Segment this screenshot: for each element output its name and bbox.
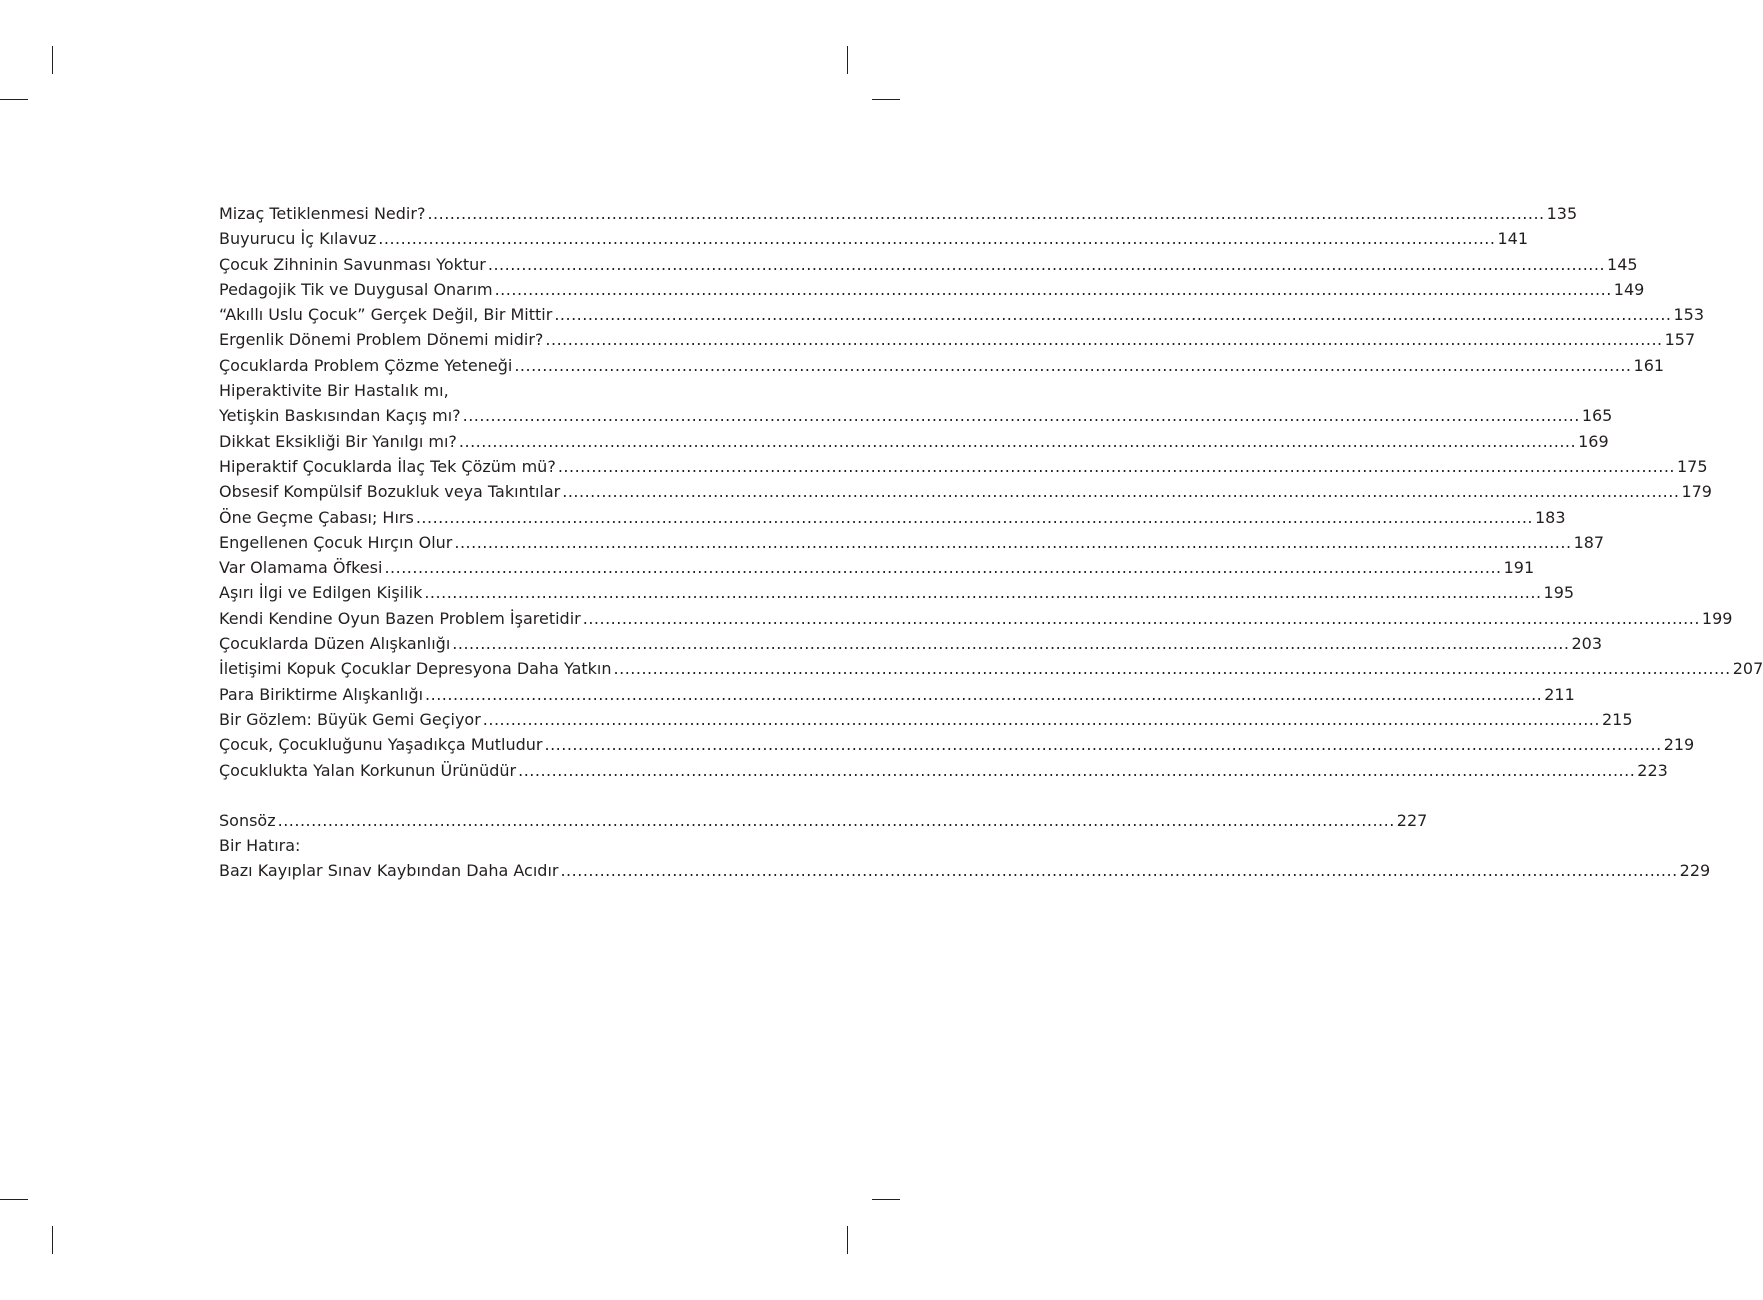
toc-dot-leader: ........................................................................................................................................................................................................ xyxy=(452,634,1570,654)
toc-dot-leader: ........................................................................................................................................................................................................ xyxy=(560,861,1678,881)
toc-entry xyxy=(219,758,1668,783)
toc-entry-page-number: 207 xyxy=(1732,659,1763,679)
toc-dot-leader: ........................................................................................................................................................................................................ xyxy=(544,735,1662,755)
toc-dot-leader: ........................................................................................................................................................................................................ xyxy=(482,709,1600,729)
toc-entry-page-number: 229 xyxy=(1679,861,1711,881)
toc-spacer xyxy=(219,783,679,808)
toc-dot-leader: ........................................................................................................................................................................................................ xyxy=(487,254,1606,274)
toc-entry xyxy=(219,454,1708,479)
toc-dot-leader: ........................................................................................................................................................................................................ xyxy=(384,558,1502,578)
toc-entry xyxy=(219,226,1528,251)
toc-entry-page-number: 183 xyxy=(1535,507,1566,527)
toc-entry-title: Buyurucu İç Kılavuz xyxy=(219,229,377,249)
crop-mark-bottom-left-horizontal xyxy=(0,1199,28,1200)
toc-entry-title: Öne Geçme Çabası; Hırs xyxy=(219,507,414,527)
toc-entry xyxy=(219,808,1428,833)
toc-entry xyxy=(219,505,1566,530)
toc-entry xyxy=(219,252,1638,277)
toc-entry-page-number: 199 xyxy=(1701,608,1733,628)
toc-entry xyxy=(219,403,1613,428)
table-of-contents xyxy=(219,201,1763,884)
toc-entry xyxy=(219,555,1535,580)
toc-dot-leader: ........................................................................................................................................................................................................ xyxy=(557,456,1675,476)
toc-entry-title: Para Biriktirme Alışkanlığı xyxy=(219,684,424,704)
toc-dot-leader: ........................................................................................................................................................................................................ xyxy=(562,482,1680,502)
toc-entry-page-number: 153 xyxy=(1673,305,1705,325)
toc-entry xyxy=(219,732,1695,757)
toc-dot-leader: ........................................................................................................................................................................................................ xyxy=(415,507,1533,527)
toc-entry xyxy=(219,353,1665,378)
toc-dot-leader: ........................................................................................................................................................................................................ xyxy=(613,659,1731,679)
crop-mark-top-right-vertical xyxy=(847,46,848,74)
toc-dot-leader: ........................................................................................................................................................................................................ xyxy=(518,760,1636,780)
toc-entry xyxy=(219,656,1763,681)
toc-entry xyxy=(219,378,679,403)
toc-entry-page-number: 187 xyxy=(1573,532,1605,552)
toc-entry-title: Ergenlik Dönemi Problem Dönemi midir? xyxy=(219,330,544,350)
toc-entry-page-number: 211 xyxy=(1544,684,1575,704)
toc-entry-title: Pedagojik Tik ve Duygusal Onarım xyxy=(219,279,493,299)
toc-entry-page-number: 175 xyxy=(1677,456,1708,476)
toc-entry xyxy=(219,277,1645,302)
toc-entry xyxy=(219,682,1575,707)
toc-entry-page-number: 219 xyxy=(1663,735,1695,755)
toc-dot-leader: ........................................................................................................................................................................................................ xyxy=(378,229,1496,249)
toc-dot-leader: ........................................................................................................................................................................................................ xyxy=(454,532,1572,552)
toc-entry-title: Hiperaktif Çocuklarda İlaç Tek Çözüm mü? xyxy=(219,456,556,476)
toc-entry-page-number: 157 xyxy=(1664,330,1696,350)
toc-entry xyxy=(219,833,679,858)
toc-entry-title: Bazı Kayıplar Sınav Kaybından Daha Acıdır xyxy=(219,861,559,881)
toc-entry xyxy=(219,479,1712,504)
toc-entry xyxy=(219,707,1633,732)
toc-entry xyxy=(219,580,1575,605)
toc-entry-title: Obsesif Kompülsif Bozukluk veya Takıntılar xyxy=(219,482,561,502)
toc-entry-title: Çocuklarda Problem Çözme Yeteneği xyxy=(219,355,513,375)
toc-entry-page-number: 179 xyxy=(1681,482,1712,502)
toc-entry-title: Mizaç Tetiklenmesi Nedir? xyxy=(219,204,426,223)
toc-dot-leader: ........................................................................................................................................................................................................ xyxy=(424,583,1542,603)
crop-mark-top-left-horizontal xyxy=(0,99,28,100)
toc-group-chapters xyxy=(219,201,1763,783)
toc-entry-title: Çocuk, Çocukluğunu Yaşadıkça Mutludur xyxy=(219,735,543,755)
toc-entry-title: “Akıllı Uslu Çocuk” Gerçek Değil, Bir Mittir xyxy=(219,305,553,325)
toc-entry-page-number: 191 xyxy=(1503,558,1535,578)
toc-entry xyxy=(219,327,1696,352)
toc-entry xyxy=(219,302,1705,327)
toc-group-backmatter xyxy=(219,808,1711,884)
toc-entry-title: Var Olamama Öfkesi xyxy=(219,558,383,578)
toc-dot-leader: ........................................................................................................................................................................................................ xyxy=(494,279,1612,299)
toc-entry-title: Çocuk Zihninin Savunması Yoktur xyxy=(219,254,486,274)
toc-entry-page-number: 195 xyxy=(1543,583,1575,603)
toc-entry-page-number: 223 xyxy=(1637,760,1668,780)
toc-dot-leader: ........................................................................................................................................................................................................ xyxy=(545,330,1663,350)
toc-entry-page-number: 215 xyxy=(1601,709,1633,729)
toc-dot-leader: ........................................................................................................................................................................................................ xyxy=(427,204,1545,223)
crop-mark-bottom-right-vertical xyxy=(847,1226,848,1254)
toc-entry-page-number: 135 xyxy=(1546,204,1578,223)
toc-entry-page-number: 227 xyxy=(1396,810,1428,830)
toc-entry xyxy=(219,201,1578,226)
toc-entry-page-number: 165 xyxy=(1581,406,1613,426)
toc-entry-title: Dikkat Eksikliği Bir Yanılgı mı? xyxy=(219,431,457,451)
toc-entry-title: Kendi Kendine Oyun Bazen Problem İşaretidir xyxy=(219,608,581,628)
crop-mark-bottom-right-horizontal xyxy=(872,1199,900,1200)
toc-entry-title: Çocuklukta Yalan Korkunun Ürünüdür xyxy=(219,760,517,780)
toc-entry xyxy=(219,606,1733,631)
crop-mark-bottom-left-vertical xyxy=(52,1226,53,1254)
toc-entry-title: İletişimi Kopuk Çocuklar Depresyona Daha Yatkın xyxy=(219,659,612,679)
toc-dot-leader: ........................................................................................................................................................................................................ xyxy=(277,810,1395,830)
toc-entry-title: Sonsöz xyxy=(219,810,276,830)
toc-entry-title: Bir Hatıra: xyxy=(219,836,301,856)
toc-entry xyxy=(219,530,1605,555)
toc-entry-page-number: 203 xyxy=(1571,634,1603,654)
toc-dot-leader: ........................................................................................................................................................................................................ xyxy=(514,355,1632,375)
toc-dot-leader: ........................................................................................................................................................................................................ xyxy=(462,406,1580,426)
toc-dot-leader: ........................................................................................................................................................................................................ xyxy=(458,431,1577,451)
toc-entry-page-number: 145 xyxy=(1607,254,1638,274)
toc-dot-leader: ........................................................................................................................................................................................................ xyxy=(425,684,1543,704)
crop-mark-top-left-vertical xyxy=(52,46,53,74)
toc-entry-page-number: 141 xyxy=(1497,229,1528,249)
toc-entry xyxy=(219,858,1711,883)
toc-entry-page-number: 169 xyxy=(1578,431,1609,451)
toc-dot-leader: ........................................................................................................................................................................................................ xyxy=(554,305,1672,325)
toc-entry-title: Aşırı İlgi ve Edilgen Kişilik xyxy=(219,583,423,603)
toc-dot-leader: ........................................................................................................................................................................................................ xyxy=(582,608,1700,628)
toc-entry xyxy=(219,429,1609,454)
toc-entry-title: Çocuklarda Düzen Alışkanlığı xyxy=(219,634,451,654)
toc-entry-page-number: 149 xyxy=(1613,279,1645,299)
toc-entry-title: Yetişkin Baskısından Kaçış mı? xyxy=(219,406,461,426)
toc-entry-title: Engellenen Çocuk Hırçın Olur xyxy=(219,532,453,552)
toc-entry xyxy=(219,631,1603,656)
toc-entry-page-number: 161 xyxy=(1633,355,1665,375)
toc-entry-title: Hiperaktivite Bir Hastalık mı, xyxy=(219,381,449,401)
crop-mark-top-right-horizontal xyxy=(872,99,900,100)
toc-entry-title: Bir Gözlem: Büyük Gemi Geçiyor xyxy=(219,709,481,729)
